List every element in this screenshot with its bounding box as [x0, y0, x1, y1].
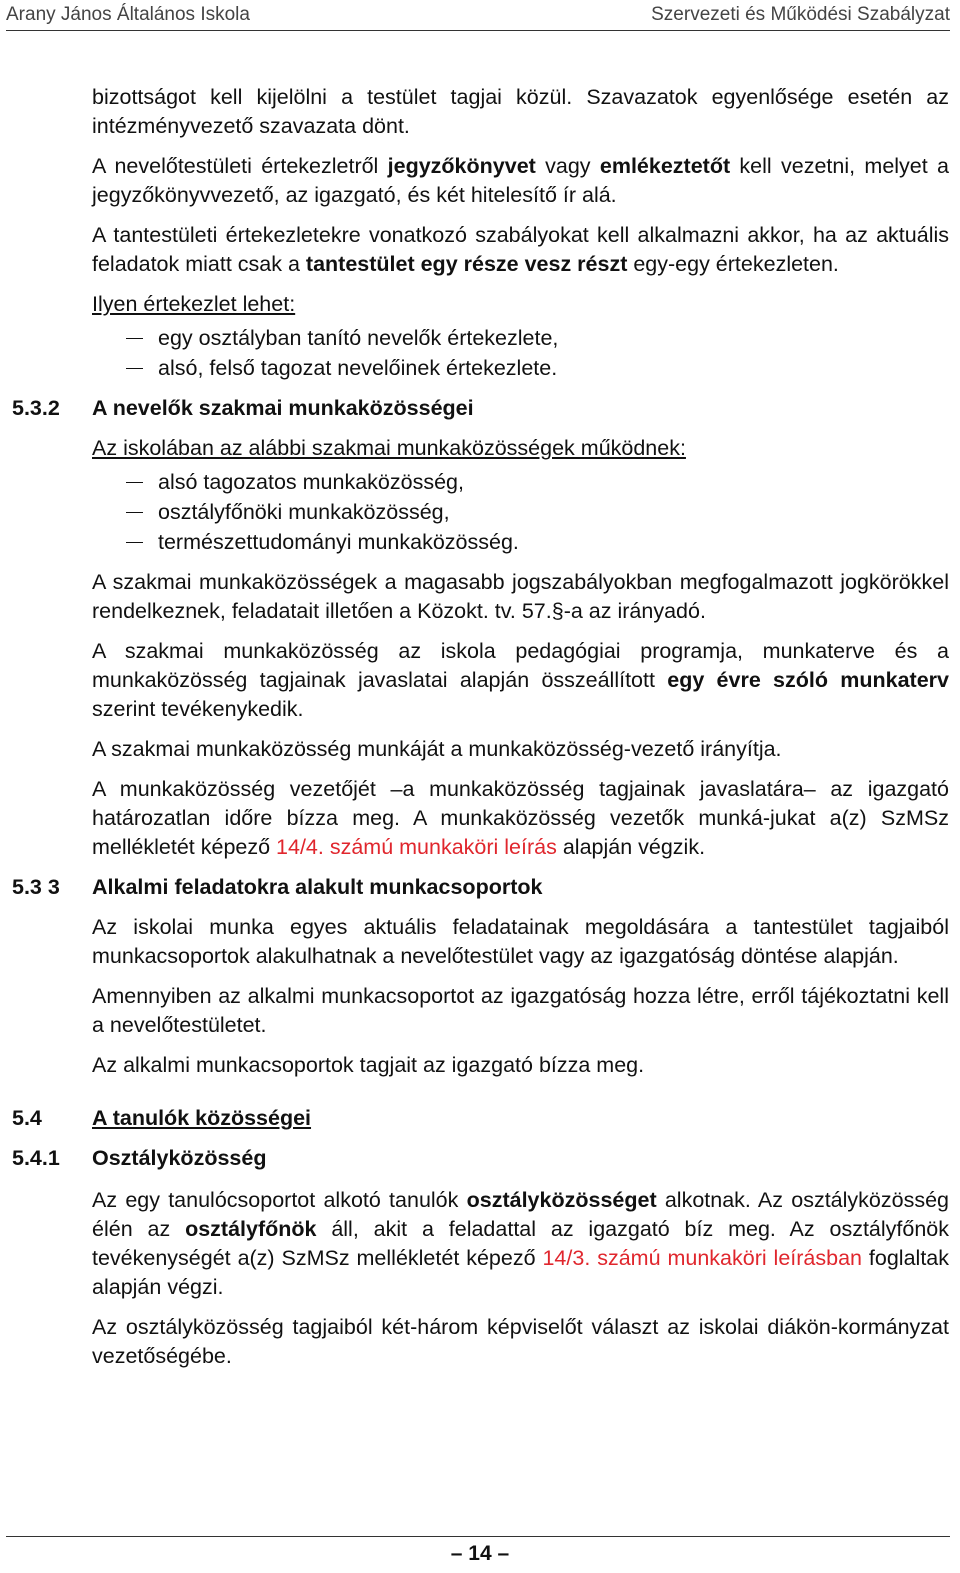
header-school-name: Arany János Általános Iskola	[6, 4, 250, 25]
dash-list	[92, 323, 949, 383]
text-run: Az egy tanulócsoportot alkotó tanulók	[92, 1188, 467, 1212]
section-title: Alkalmi feladatokra alakult munkacsoportok	[92, 875, 543, 899]
paragraph: Az osztályközösség tagjaiból két-három képviselőt választ az iskolai diákön-kormányzat vezetőségébe.	[92, 1315, 949, 1368]
text-run: kell vezetni, melyet a jegyzőkönyvvezető, az igazgató, és két hitelesítő ír alá.	[92, 154, 950, 207]
bold-term: emlékeztetőt	[599, 154, 731, 178]
footer-divider	[6, 1536, 950, 1537]
page-header	[6, 0, 950, 31]
paragraph: bizottságot kell kijelölni a testület tagjai közül. Szavazatok egyenlősége esetén az intézményvezető szavazata dönt.	[92, 85, 949, 138]
text-run: A szakmai munkaközösség az iskola pedagógiai programja, munkaterve és a munkaközösség tagjainak javaslatai alapján összeállított	[92, 639, 949, 692]
section-number: 5.3.2	[12, 396, 60, 420]
paragraph: Az iskolai munka egyes aktuális feladatainak megoldására a tantestület tagjaiból munkacsoportok alakulhatnak a nevelőtestület vagy az igazgatóság döntése alapján.	[92, 915, 949, 968]
text-run: foglaltak alapján végzi.	[92, 1246, 949, 1299]
bold-term: osztályközösséget	[466, 1188, 657, 1212]
header-document-title: Szervezeti és Működési Szabályzat	[651, 4, 950, 25]
section-heading-5-3-3	[12, 873, 949, 902]
bold-term: egy évre szóló munkaterv	[667, 668, 949, 692]
text-run: vagy	[535, 154, 600, 178]
list-intro	[92, 290, 949, 319]
section-title: A nevelők szakmai munkaközösségei	[92, 396, 474, 420]
text-run: A tantestületi értekezletekre vonatkozó szabályokat kell alkalmazni akkor, ha az aktuális feladatok miatt csak a	[92, 223, 949, 276]
list-item: alsó tagozatos munkaközösség,	[92, 467, 949, 497]
cross-reference-link[interactable]: 14/4. számú munkaköri leírás	[276, 835, 557, 859]
list-item: egy osztályban tanító nevelők értekezlete,	[92, 323, 949, 353]
text-run: szerint tevékenykedik.	[92, 697, 304, 721]
bold-term: jegyzőkönyvet	[387, 154, 536, 178]
section-number: 5.4.1	[12, 1146, 60, 1170]
paragraph: Az alkalmi munkacsoportok tagjait az igazgató bízza meg.	[92, 1053, 645, 1077]
text-run: alkotnak. Az osztályközösség élén az	[92, 1188, 949, 1241]
paragraph	[92, 152, 949, 210]
paragraph	[92, 775, 949, 862]
section-title: A tanulók közösségei	[92, 1106, 312, 1130]
underlined-text: Ilyen értekezlet lehet:	[92, 292, 296, 316]
list-item: osztályfőnöki munkaközösség,	[92, 497, 949, 527]
list-item: alsó, felső tagozat nevelőinek értekezlete.	[92, 353, 949, 383]
paragraph: Amennyiben az alkalmi munkacsoportot az igazgatóság hozza létre, erről tájékoztatni kell a nevelőtestületet.	[92, 984, 949, 1037]
cross-reference-link[interactable]: 14/3. számú munkaköri leírásban	[542, 1246, 862, 1270]
dash-list	[92, 467, 949, 557]
page-number: – 14 –	[450, 1542, 510, 1565]
section-number: 5.4	[12, 1106, 42, 1130]
document-body	[12, 83, 950, 1382]
section-number: 5.3 3	[12, 875, 60, 899]
section-heading-5-3-2	[12, 394, 949, 423]
text-run: áll, akit a feladattal az igazgató bíz meg. Az osztályfőnök tevékenységét a(z) SzMSz mellékletét képező	[92, 1217, 949, 1270]
bold-term: osztályfőnök	[185, 1217, 317, 1241]
section-title: Osztályközösség	[92, 1146, 267, 1170]
section-heading-5-4-1	[12, 1144, 949, 1173]
bold-term: tantestület egy része vesz részt	[305, 252, 628, 276]
paragraph	[92, 1186, 949, 1302]
text-run: alapján végzik.	[556, 835, 706, 859]
text-run: egy-egy értekezleten.	[627, 252, 839, 276]
paragraph	[92, 637, 949, 724]
text-run: A munkaközösség vezetőjét –a munkaközösség tagjainak javaslatára– az igazgató határozatlan időre bízza meg. A munkaközösség vezetők munká-jukat a(z) SzMSz mellékletét képező	[92, 777, 949, 859]
paragraph: A szakmai munkaközösség munkáját a munkaközösség-vezető irányítja.	[92, 737, 782, 761]
paragraph: A szakmai munkaközösségek a magasabb jogszabályokban megfogalmazott jogkörökkel rendelkeznek, feladatait illetően a Közokt. tv. 57.§-a az irányadó.	[92, 570, 949, 623]
underlined-text: Az iskolában az alábbi szakmai munkaközösségek működnek:	[92, 436, 686, 460]
list-intro	[92, 434, 949, 463]
list-item: természettudományi munkaközösség.	[92, 527, 949, 557]
text-run: A nevelőtestületi értekezletről	[92, 154, 388, 178]
paragraph	[92, 221, 949, 279]
section-heading-5-4	[12, 1104, 949, 1133]
